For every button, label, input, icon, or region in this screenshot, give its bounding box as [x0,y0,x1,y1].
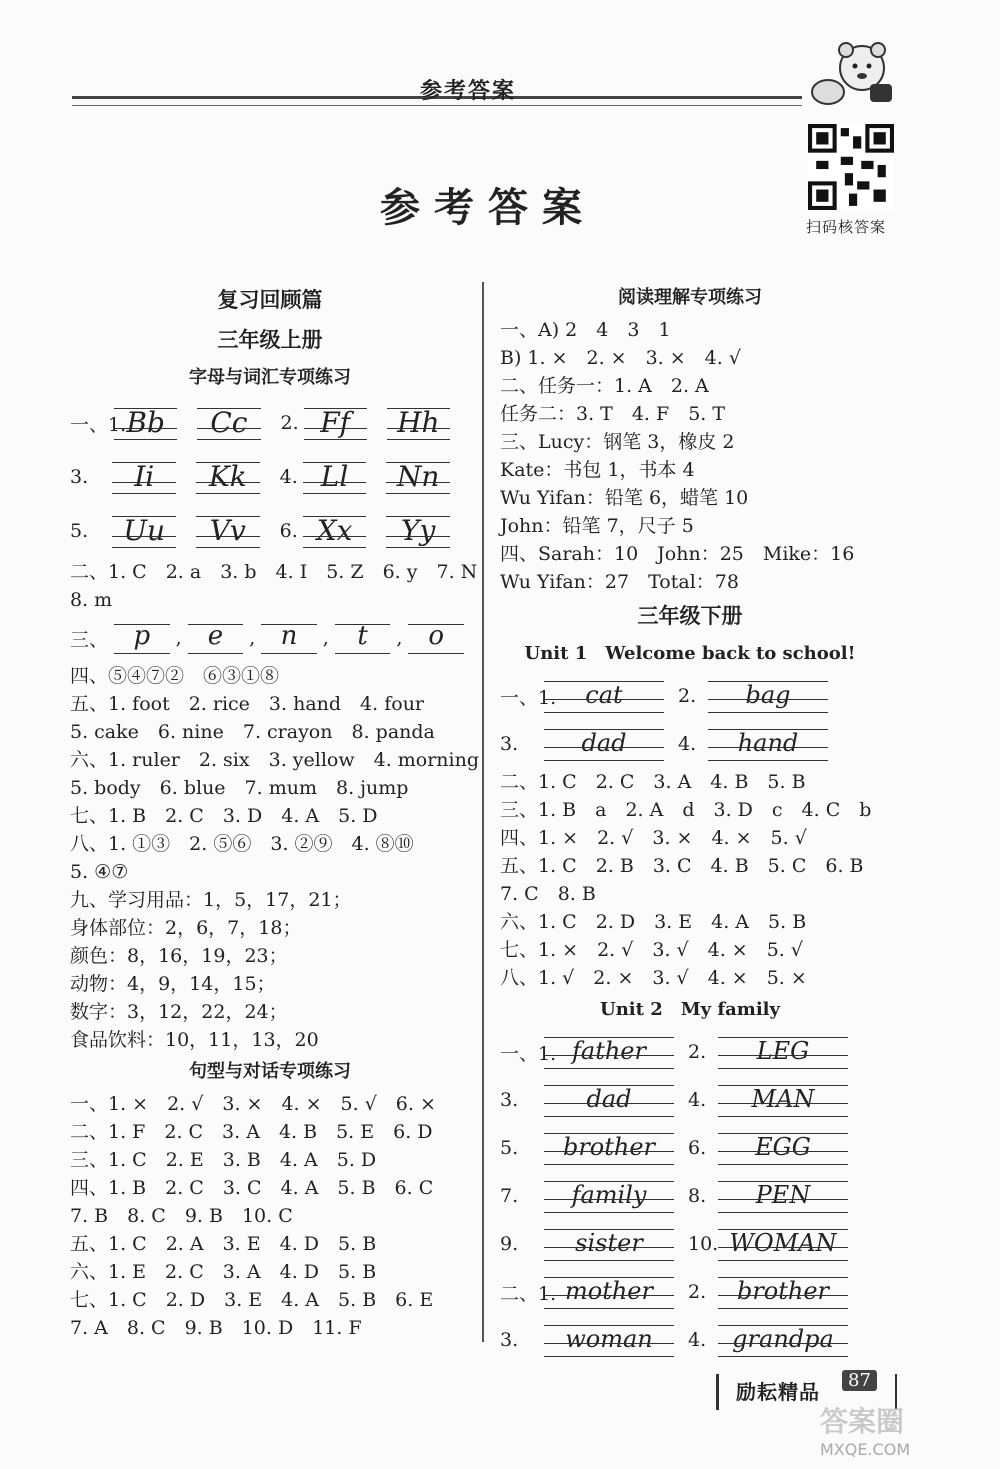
answer-line: 四、1. B 2. C 3. C 4. A 5. B 6. C [70,1177,434,1199]
answer-line: 颜色：8，16，19，23； [70,945,288,967]
answer-line: John：铅笔 7，尺子 5 [500,515,694,537]
letter-fill-row: 三、 p , e , n , t , o [70,614,470,662]
question-number: 3. [500,1089,519,1111]
answer-line: 7. B 8. C 9. B 10. C [70,1205,293,1227]
question-number: 2. [688,1281,707,1303]
section-title: 复习回顾篇 [217,287,323,312]
question-number: 9. [500,1233,519,1255]
letter-row [70,450,470,504]
handwritten-letter: Uu [112,510,176,552]
handwritten-letter: p [114,620,170,656]
question-number: 4. [279,466,298,488]
question-number: 2. [688,1041,707,1063]
answer-line: 三、1. B a 2. A d 3. D c 4. C b [500,799,872,821]
answer-line: 5. body 6. blue 7. mum 8. jump [70,777,409,799]
handwritten-word: mother [544,1273,674,1311]
question-number: 一、1. [500,1042,557,1065]
handwritten-word: WOMAN [718,1225,848,1263]
handwritten-word: sister [544,1225,674,1263]
question-number: 三、 [70,628,109,651]
handwritten-word: father [544,1033,674,1071]
answer-line: 三、1. C 2. E 3. B 4. A 5. D [70,1149,377,1171]
handwritten-word: PEN [718,1177,848,1215]
answer-line: 5. ④⑦ [70,861,129,883]
handwritten-letter: Xx [303,510,367,552]
answer-line: 8. m [70,589,113,611]
handwritten-letter: Ll [303,456,367,498]
answer-line: 三、Lucy：钢笔 3，橡皮 2 [500,431,735,453]
answer-line: 八、1. ①③ 2. ⑤⑥ 3. ②⑨ 4. ⑧⑩ [70,833,414,855]
qr-code-icon[interactable] [808,124,894,210]
question-number: 6. [279,520,298,542]
question-number: 4. [688,1089,707,1111]
answer-line: Wu Yifan：27 Total：78 [500,571,739,593]
handwritten-word: MAN [718,1081,848,1119]
handwritten-letter: t [335,620,391,656]
handwritten-letter: Cc [197,402,260,444]
column-divider [482,282,484,1342]
word-row [500,720,880,768]
word-row [500,1172,880,1220]
answer-line: 四、⑤④⑦② ⑥③①⑧ [70,665,280,687]
question-number: 7. [500,1185,519,1207]
question-number: 3. [70,466,89,488]
word-row [500,1220,880,1268]
bear-mascot-icon [800,40,900,110]
answer-line: 任务二：3. T 4. F 5. T [500,403,726,425]
answer-line: 二、1. C 2. a 3. b 4. I 5. Z 6. y 7. N [70,561,478,583]
grade-title: 三年级下册 [637,603,743,628]
handwritten-word: family [544,1177,674,1215]
handwritten-letter: Ii [112,456,176,498]
watermark-url: MXQE.COM [820,1440,911,1459]
handwritten-word: bag [708,677,828,715]
answer-line: B) 1. × 2. × 3. × 4. √ [500,347,741,369]
handwritten-word: EGG [718,1129,848,1167]
footer-brand: 励耘精品 [736,1380,820,1404]
handwritten-word: hand [708,725,828,763]
word-row [500,1316,880,1364]
question-number: 一、1. [500,686,557,709]
answer-line: 九、学习用品：1，5，17，21； [70,889,352,911]
handwritten-letter: Vv [196,510,260,552]
answer-line: 二、任务一：1. A 2. A [500,375,709,397]
handwritten-letter: Kk [196,456,260,498]
answer-line: 八、1. √ 2. × 3. √ 4. × 5. × [500,967,807,989]
answer-line: 食品饮料：10，11，13，20 [70,1029,319,1051]
question-number: 6. [688,1137,707,1159]
question-number: 5. [500,1137,519,1159]
answer-line: 7. C 8. B [500,883,596,905]
handwritten-letter: o [408,620,464,656]
handwritten-letter: Nn [386,456,450,498]
answer-line: 七、1. C 2. D 3. E 4. A 5. B 6. E [70,1289,434,1311]
question-number: 3. [500,1329,519,1351]
answer-line: 二、1. C 2. C 3. A 4. B 5. B [500,771,806,793]
unit-title: Unit 1 Welcome back to school! [524,643,856,664]
unit-title: Unit 2 My family [600,999,780,1020]
handwritten-word: dad [544,725,664,763]
handwritten-letter: Hh [387,402,450,444]
handwritten-word: brother [544,1129,674,1167]
watermark-text: 答案圈 [820,1405,905,1438]
question-number: 4. [688,1329,707,1351]
question-number: 3. [500,733,519,755]
question-number: 一、1. [70,413,127,436]
letter-row [70,396,470,450]
answer-line: 四、Sarah：10 John：25 Mike：16 [500,543,855,565]
handwritten-letter: e [188,620,244,656]
question-number: 10. [688,1233,719,1255]
subsection-title: 阅读理解专项练习 [618,287,762,308]
handwritten-word: dad [544,1081,674,1119]
answer-line: 四、1. × 2. √ 3. × 4. × 5. √ [500,827,807,849]
handwritten-letter: Ff [304,402,367,444]
answer-line: 六、1. E 2. C 3. A 4. D 5. B [70,1261,377,1283]
question-number: 二、1. [500,1282,557,1305]
question-number: 4. [678,733,697,755]
answer-line: 5. cake 6. nine 7. crayon 8. panda [70,721,435,743]
question-number: 8. [688,1185,707,1207]
answer-line: 六、1. C 2. D 3. E 4. A 5. B [500,911,807,933]
handwritten-word: brother [718,1273,848,1311]
subsection-title: 字母与词汇专项练习 [189,367,351,388]
answer-line: 二、1. F 2. C 3. A 4. B 5. E 6. D [70,1121,433,1143]
page-number: 87 [842,1370,877,1391]
answer-line: 7. A 8. C 9. B 10. D 11. F [70,1317,362,1339]
answer-line: Wu Yifan：铅笔 6，蜡笔 10 [500,487,749,509]
word-row [500,1124,880,1172]
handwritten-word: cat [544,677,664,715]
handwritten-letter: n [261,620,317,656]
grade-title: 三年级上册 [217,327,323,352]
question-number: 5. [70,520,89,542]
answer-line: 七、1. × 2. √ 3. √ 4. × 5. √ [500,939,803,961]
answer-line: 一、A) 2 4 3 1 [500,319,671,341]
handwritten-letter: Bb [114,402,177,444]
answer-line: 七、1. B 2. C 3. D 4. A 5. D [70,805,378,827]
word-row [500,1268,880,1316]
word-row [500,1076,880,1124]
question-number: 2. [280,412,299,434]
word-row [500,672,880,720]
handwritten-word: woman [544,1321,674,1359]
qr-label: 扫码核答案 [806,218,887,236]
handwritten-word: grandpa [718,1321,848,1359]
answer-line: 一、1. × 2. √ 3. × 4. × 5. √ 6. × [70,1093,436,1115]
answer-line: Kate：书包 1，书本 4 [500,459,695,481]
answer-line: 五、1. foot 2. rice 3. hand 4. four [70,693,425,715]
handwritten-letter: Yy [386,510,450,552]
page-title: 参考答案 [380,184,596,231]
handwritten-word: LEG [718,1033,848,1071]
left-column [70,280,480,1342]
word-row [500,1028,880,1076]
header-title: 参考答案 [420,78,517,104]
answer-line: 五、1. C 2. B 3. C 4. B 5. C 6. B [500,855,864,877]
question-number: 2. [678,685,697,707]
subsection-title: 句型与对话专项练习 [189,1061,351,1082]
letter-row [70,504,470,558]
right-column [500,280,880,1364]
answer-line: 数字：3，12，22，24； [70,1001,288,1023]
answer-line: 五、1. C 2. A 3. E 4. D 5. B [70,1233,377,1255]
answer-line: 六、1. ruler 2. six 3. yellow 4. morning [70,749,480,771]
answer-line: 身体部位：2，6，7，18； [70,917,302,939]
answer-line: 动物：4，9，14，15； [70,973,276,995]
